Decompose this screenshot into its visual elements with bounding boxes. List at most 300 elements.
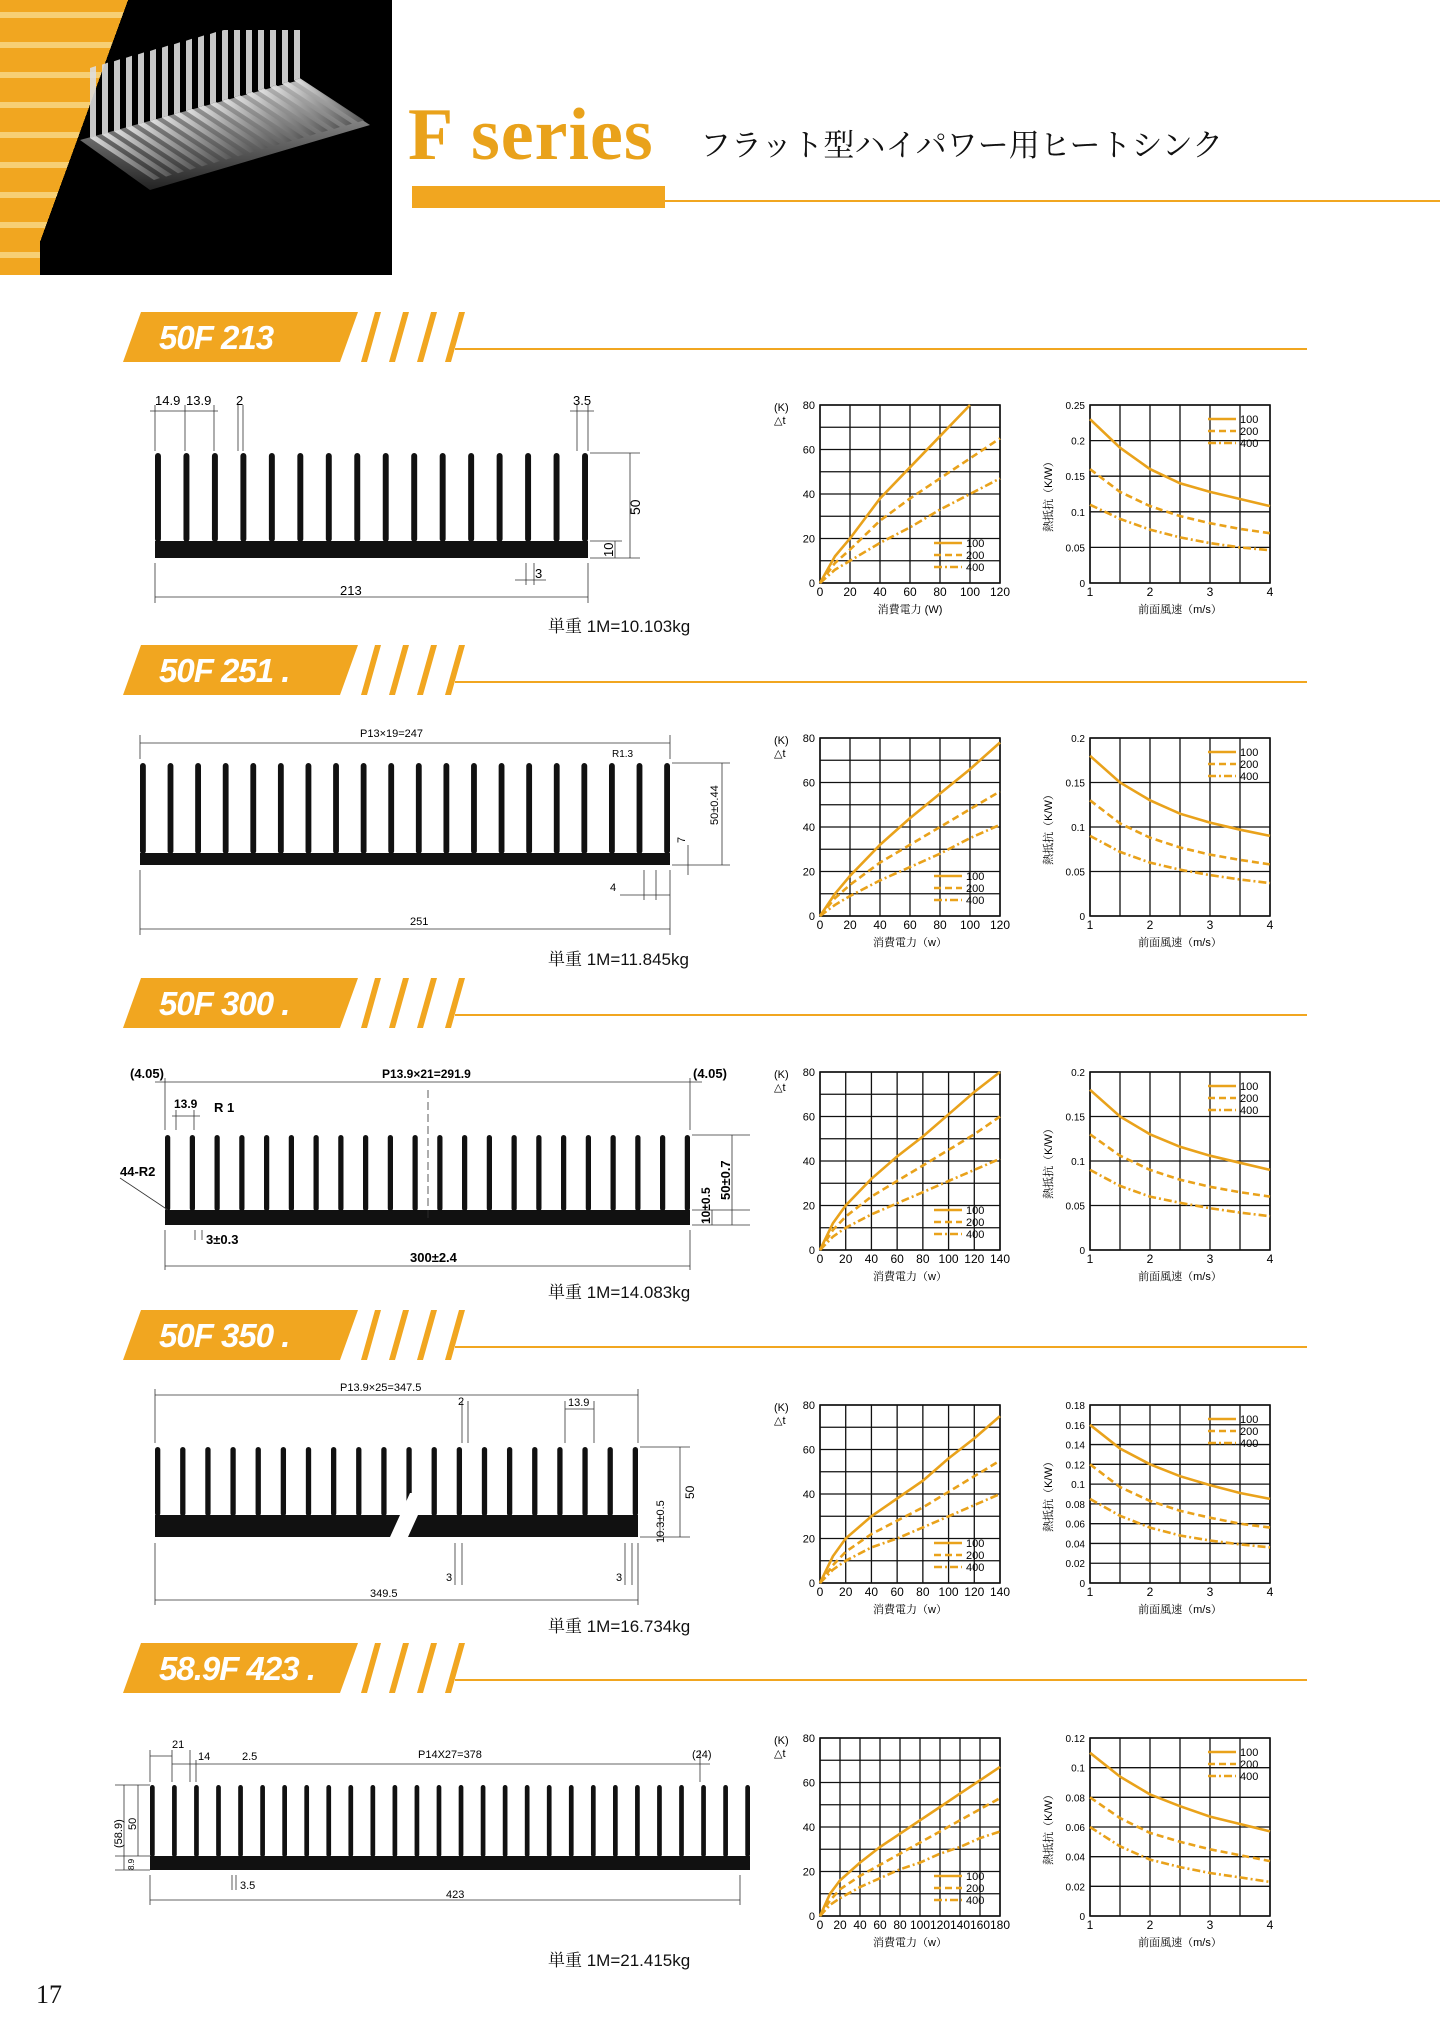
legend-label: 100: [1240, 1414, 1259, 1426]
x-tick-label: 120: [989, 585, 1010, 599]
dim-label: 10±0.5: [699, 1187, 713, 1224]
unit-weight: 単重 1M=16.734kg: [548, 1617, 691, 1636]
heatsink-fin: [459, 1785, 464, 1857]
legend-label: 400: [966, 1562, 985, 1574]
dim-label: 3.5: [573, 393, 592, 408]
heatsink-fin: [278, 763, 284, 854]
section-rule: [455, 1014, 1307, 1016]
thermal-resistance-chart: [1040, 1395, 1280, 1625]
x-tick-label: 160: [969, 1918, 991, 1932]
x-tick-label: 80: [933, 918, 947, 932]
y-axis-label: 熱抵抗（K/W）: [1043, 1123, 1055, 1199]
unit-weight: 単重 1M=14.083kg: [548, 1283, 691, 1302]
y-tick-label: 60: [802, 1111, 815, 1124]
section-title: 50F 350 .: [159, 1317, 290, 1354]
heatsink-fin: [635, 1135, 640, 1211]
heatsink-fin: [440, 453, 446, 542]
legend-label: 400: [1240, 1771, 1259, 1783]
heatsink-fin: [503, 1785, 508, 1857]
x-tick-label: 4: [1266, 1585, 1274, 1599]
profile-drawing-50f350: [110, 1375, 730, 1605]
x-axis-label: 前面風速（m/s）: [1138, 1271, 1222, 1283]
x-tick-label: 60: [890, 1585, 904, 1599]
heatsink-fin: [660, 1135, 665, 1211]
heatsink-fin: [240, 453, 246, 542]
series-title: F series: [408, 94, 654, 176]
x-tick-label: 40: [873, 918, 887, 932]
y-tick-label: 40: [802, 1822, 815, 1834]
dim-label: P14X27=378: [418, 1749, 482, 1761]
x-tick-label: 4: [1266, 1918, 1274, 1932]
legend-label: 100: [1240, 747, 1259, 759]
dim-label: 3: [535, 566, 543, 581]
dim-label: 50±0.44: [709, 785, 721, 825]
heatsink-fin: [462, 1135, 467, 1211]
heatsink-fin: [216, 1785, 221, 1857]
x-axis-label: 消費電力（w）: [873, 937, 947, 949]
section-title: 50F 251 .: [159, 652, 290, 689]
heatsink-fin: [370, 1785, 375, 1857]
heatsink-fin: [183, 453, 189, 542]
heatsink-fin: [581, 763, 587, 854]
heatsink-fin: [635, 1785, 640, 1857]
heatsink-fin: [499, 763, 505, 854]
legend-label: 400: [966, 895, 985, 907]
heatsink-fin: [393, 1785, 398, 1857]
x-tick-label: 3: [1206, 1252, 1214, 1266]
x-tick-label: 140: [949, 1918, 971, 1932]
heatsink-fin: [701, 1785, 706, 1857]
heatsink-fin: [611, 1135, 616, 1211]
heatsink-fin: [333, 763, 339, 854]
dim-label: 4: [610, 882, 617, 894]
y-tick-label: 0: [1079, 579, 1085, 590]
heatsink-fin: [215, 1135, 220, 1211]
y-tick-label: 0.1: [1071, 823, 1085, 834]
y-tick-label: 0: [808, 578, 815, 590]
heatsink-fin: [269, 453, 275, 542]
heatsink-fin: [443, 763, 449, 854]
y-tick-label: 60: [802, 1444, 815, 1457]
dim-label: 251: [410, 916, 429, 928]
x-tick-label: 120: [964, 1252, 985, 1266]
dim-label: 14: [198, 1751, 211, 1763]
heatsink-fin: [239, 1135, 244, 1211]
dim-label: 3: [616, 1572, 623, 1584]
y-tick-label: 0.02: [1065, 1559, 1085, 1571]
heatsink-fin: [497, 453, 503, 542]
heatsink-fin: [260, 1785, 265, 1857]
y-tick-label: 80: [802, 1400, 815, 1412]
x-tick-label: 4: [1266, 1252, 1274, 1266]
y-axis-label: △t: [774, 1748, 786, 1760]
x-tick-label: 20: [833, 1918, 847, 1932]
x-tick-label: 140: [989, 1585, 1010, 1599]
y-tick-label: 0: [1079, 1912, 1085, 1923]
heatsink-fin: [657, 1785, 662, 1857]
y-tick-label: 0.15: [1065, 778, 1085, 790]
dim-label: 10.3±0.5: [655, 1500, 667, 1543]
heatsink-fin: [582, 1447, 587, 1516]
x-tick-label: 80: [916, 1252, 930, 1266]
x-tick-label: 20: [843, 918, 857, 932]
series-subtitle: フラット型ハイパワー用ヒートシンク: [700, 128, 1224, 163]
heatsink-fin: [471, 763, 477, 854]
x-tick-label: 80: [916, 1585, 930, 1599]
y-axis-label: (K): [774, 1402, 789, 1414]
dim-label: (24): [692, 1749, 712, 1761]
dim-label: 349.5: [370, 1588, 398, 1600]
heatsink-fin: [356, 1447, 361, 1516]
legend-label: 100: [1240, 1747, 1259, 1759]
heatsink-fin: [297, 453, 303, 542]
heatsink-fin: [591, 1785, 596, 1857]
thermal-resistance-chart: [1040, 1062, 1280, 1292]
heatsink-fin: [289, 1135, 294, 1211]
y-tick-label: 0.05: [1065, 543, 1085, 555]
x-axis-label: 消費電力（w）: [873, 1271, 947, 1283]
heatsink-fin: [306, 1447, 311, 1516]
legend-label: 200: [966, 1217, 985, 1229]
y-tick-label: 0.2: [1071, 1068, 1085, 1079]
heatsink-fin: [165, 1135, 170, 1211]
dim-label: 3±0.3: [206, 1232, 239, 1247]
y-tick-label: 0.1: [1071, 1763, 1085, 1775]
heatsink-fin: [613, 1785, 618, 1857]
heatsink-fin: [354, 453, 360, 542]
heatsink-fin: [314, 1135, 319, 1211]
heatsink-fin: [561, 1135, 566, 1211]
section-banner: [123, 978, 353, 1028]
heatsink-fin: [437, 1135, 442, 1211]
heatsink-fin: [326, 1785, 331, 1857]
dim-label: 50: [683, 1485, 697, 1499]
y-tick-label: 0.06: [1065, 1823, 1085, 1834]
y-axis-label: (K): [774, 402, 789, 414]
legend-label: 400: [966, 562, 985, 574]
legend-label: 100: [1240, 414, 1259, 426]
heatsink-fin: [482, 1447, 487, 1516]
temperature-rise-chart: [770, 1728, 1010, 1958]
heatsink-fin: [363, 1135, 368, 1211]
x-tick-label: 40: [864, 1585, 879, 1599]
y-tick-label: 0: [808, 1578, 815, 1590]
x-tick-label: 2: [1146, 1918, 1154, 1932]
x-tick-label: 2: [1146, 918, 1154, 932]
heatsink-fin: [416, 763, 422, 854]
temperature-rise-chart: [770, 728, 1010, 958]
heatsink-fin: [150, 1785, 155, 1857]
unit-weight: 単重 1M=21.415kg: [548, 1951, 691, 1970]
heatsink-base: [165, 1210, 690, 1225]
header-rule: [665, 200, 1440, 202]
dim-label: 300±2.4: [410, 1250, 457, 1265]
heatsink-fin: [223, 763, 229, 854]
dim-label: 423: [446, 1889, 465, 1901]
heatsink-fin: [415, 1785, 420, 1857]
section-title: 58.9F 423 .: [159, 1650, 315, 1687]
y-tick-label: 40: [802, 822, 815, 834]
section-banner: [123, 645, 353, 695]
y-tick-label: 0: [808, 1911, 815, 1923]
x-tick-label: 1: [1086, 1585, 1094, 1599]
x-tick-label: 2: [1146, 585, 1154, 599]
dim-label: 50: [627, 499, 643, 515]
x-tick-label: 0: [816, 1918, 824, 1932]
heatsink-fin: [554, 763, 560, 854]
x-tick-label: 1: [1086, 918, 1094, 932]
heatsink-fin: [679, 1785, 684, 1857]
y-tick-label: 0.08: [1065, 1793, 1085, 1805]
heatsink-fin: [388, 1135, 393, 1211]
x-axis-label: 前面風速（m/s）: [1138, 1604, 1222, 1616]
y-tick-label: 0.15: [1065, 1112, 1085, 1124]
dim-label: (4.05): [693, 1066, 727, 1081]
x-tick-label: 120: [989, 918, 1010, 932]
heatsink-fin: [338, 1135, 343, 1211]
heatsink-fin: [190, 1135, 195, 1211]
heatsink-fin: [507, 1447, 512, 1516]
section-banner: [123, 312, 353, 362]
heatsink-fin: [586, 1135, 591, 1211]
dim-label: P13.9×21=291.9: [382, 1067, 471, 1081]
y-tick-label: 40: [802, 1156, 815, 1168]
x-tick-label: 100: [959, 918, 981, 932]
unit-weight: 単重 1M=11.845kg: [548, 950, 689, 969]
heatsink-fin: [608, 1447, 613, 1516]
x-tick-label: 20: [839, 1252, 853, 1266]
heatsink-fin: [205, 1447, 210, 1516]
x-tick-label: 3: [1206, 1585, 1214, 1599]
x-tick-label: 60: [890, 1252, 904, 1266]
dim-label: 3: [446, 1572, 453, 1584]
x-tick-label: 2: [1146, 1252, 1154, 1266]
x-tick-label: 0: [816, 585, 824, 599]
profile-drawing-50f213: [110, 385, 670, 605]
heatsink-base: [140, 853, 670, 865]
x-tick-label: 20: [839, 1585, 853, 1599]
legend-label: 100: [966, 1538, 985, 1550]
y-tick-label: 60: [802, 1777, 815, 1790]
y-axis-label: △t: [774, 748, 786, 760]
heatsink-fin: [525, 453, 531, 542]
y-axis-label: (K): [774, 735, 789, 747]
x-tick-label: 100: [938, 1252, 959, 1266]
heatsink-fin: [664, 763, 670, 854]
heatsink-fin: [468, 453, 474, 542]
heatsink-fin: [512, 1135, 517, 1211]
heatsink-fin: [361, 763, 367, 854]
x-axis-label: 消費電力（w）: [873, 1604, 947, 1616]
x-axis-label: 消費電力 (W): [877, 604, 943, 616]
x-tick-label: 60: [873, 1918, 887, 1932]
unit-weight: 単重 1M=10.103kg: [548, 617, 691, 636]
x-axis-label: 消費電力（w）: [873, 1937, 947, 1949]
dim-label: 21: [172, 1739, 185, 1751]
heatsink-fin: [554, 453, 560, 542]
x-tick-label: 120: [964, 1585, 985, 1599]
heatsink-fin: [331, 1447, 336, 1516]
legend-label: 200: [1240, 1426, 1259, 1438]
y-tick-label: 0: [1079, 912, 1085, 923]
dim-label: 44-R2: [120, 1164, 156, 1179]
y-axis-label: 熱抵抗（K/W）: [1043, 1789, 1055, 1865]
y-tick-label: 20: [802, 533, 815, 546]
x-tick-label: 40: [853, 1918, 867, 1932]
heatsink-fin: [304, 1785, 309, 1857]
y-tick-label: 0.02: [1065, 1882, 1085, 1894]
section-banner: [123, 1310, 353, 1360]
y-tick-label: 0.06: [1065, 1519, 1085, 1531]
legend-label: 200: [1240, 1759, 1259, 1771]
section-title: 50F 300 .: [159, 985, 290, 1022]
heatsink-fin: [536, 1135, 541, 1211]
x-tick-label: 100: [938, 1585, 959, 1599]
dim-label: P13.9×25=347.5: [340, 1382, 422, 1394]
x-tick-label: 80: [893, 1918, 907, 1932]
heatsink-fin: [481, 1785, 486, 1857]
heatsink-fin: [569, 1785, 574, 1857]
series-underline: [412, 186, 665, 208]
y-tick-label: 40: [802, 489, 815, 501]
dim-label: 213: [340, 583, 362, 598]
temperature-rise-chart: [770, 395, 1010, 625]
y-tick-label: 0.16: [1065, 1420, 1085, 1432]
heatsink-fin: [437, 1785, 442, 1857]
y-tick-label: 80: [802, 400, 815, 412]
heatsink-fin: [212, 453, 218, 542]
legend-label: 100: [966, 871, 985, 883]
heatsink-fin: [745, 1785, 750, 1857]
profile-drawing-50f300: [110, 1060, 750, 1290]
x-tick-label: 2: [1146, 1585, 1154, 1599]
x-tick-label: 0: [816, 1252, 824, 1266]
legend-label: 100: [966, 538, 985, 550]
heatsink-fin: [306, 763, 312, 854]
x-tick-label: 20: [843, 585, 857, 599]
page-number: 17: [36, 1980, 62, 2009]
heatsink-fin: [238, 1785, 243, 1857]
y-axis-label: 熱抵抗（K/W）: [1043, 789, 1055, 865]
y-tick-label: 0.25: [1065, 401, 1085, 412]
x-tick-label: 60: [903, 585, 917, 599]
x-tick-label: 120: [929, 1918, 951, 1932]
heatsink-base: [150, 1856, 750, 1870]
legend-label: 200: [966, 550, 985, 562]
legend-label: 200: [966, 1550, 985, 1562]
heatsink-fin: [348, 1785, 353, 1857]
x-tick-label: 180: [989, 1918, 1010, 1932]
x-tick-label: 4: [1266, 585, 1274, 599]
legend-label: 400: [1240, 1105, 1259, 1117]
y-tick-label: 20: [802, 866, 815, 879]
y-tick-label: 0.1: [1071, 507, 1085, 519]
y-axis-label: 熱抵抗（K/W）: [1043, 1456, 1055, 1532]
dim-label: 14.9: [155, 393, 181, 408]
heatsink-fin: [557, 1447, 562, 1516]
y-tick-label: 0.05: [1065, 1201, 1085, 1213]
dim-label: R1.3: [612, 749, 634, 760]
heatsink-fin: [525, 1785, 530, 1857]
y-axis-label: △t: [774, 1082, 786, 1094]
y-tick-label: 60: [802, 777, 815, 790]
heatsink-fin: [194, 1785, 199, 1857]
heatsink-fin: [264, 1135, 269, 1211]
dim-label: 8.9: [127, 1858, 136, 1870]
x-tick-label: 100: [959, 585, 981, 599]
y-tick-label: 0.05: [1065, 867, 1085, 879]
section-rule: [455, 681, 1307, 683]
heatsink-fin: [250, 763, 256, 854]
x-tick-label: 0: [816, 918, 824, 932]
hero-image: [0, 0, 392, 275]
heatsink-fin: [685, 1135, 690, 1211]
y-axis-label: 熱抵抗（K/W）: [1043, 456, 1055, 532]
heatsink-photo: [70, 30, 390, 260]
heatsink-fin: [281, 1447, 286, 1516]
y-tick-label: 0: [1079, 1579, 1085, 1590]
heatsink-fin: [172, 1785, 177, 1857]
legend-label: 400: [1240, 438, 1259, 450]
legend-label: 400: [966, 1895, 985, 1907]
heatsink-fin: [140, 763, 146, 854]
heatsink-fin: [256, 1447, 261, 1516]
heatsink-fin: [457, 1447, 462, 1516]
dim-label: 50±0.7: [718, 1160, 733, 1200]
x-tick-label: 1: [1086, 585, 1094, 599]
thermal-resistance-chart: [1040, 728, 1280, 958]
x-tick-label: 140: [989, 1252, 1010, 1266]
y-tick-label: 80: [802, 733, 815, 745]
heatsink-fin: [326, 453, 332, 542]
temperature-rise-chart: [770, 1395, 1010, 1625]
x-tick-label: 1: [1086, 1252, 1094, 1266]
x-tick-label: 40: [873, 585, 887, 599]
section-rule: [455, 1679, 1307, 1681]
heatsink-fin: [723, 1785, 728, 1857]
dim-label: 2: [458, 1396, 465, 1408]
dim-label: 7: [676, 836, 688, 843]
y-tick-label: 0.12: [1065, 1460, 1085, 1472]
y-tick-label: 0.14: [1065, 1440, 1085, 1452]
dim-label: 2: [236, 393, 244, 408]
heatsink-fin: [526, 763, 532, 854]
heatsink-fin: [637, 763, 643, 854]
heatsink-fin: [168, 763, 174, 854]
heatsink-fin: [180, 1447, 185, 1516]
x-tick-label: 4: [1266, 918, 1274, 932]
legend-label: 200: [1240, 1093, 1259, 1105]
thermal-resistance-chart: [1040, 1728, 1280, 1958]
x-tick-label: 3: [1206, 918, 1214, 932]
legend-label: 100: [966, 1205, 985, 1217]
profile-drawing-58-9f423: [110, 1730, 750, 1910]
x-tick-label: 3: [1206, 1918, 1214, 1932]
y-tick-label: 20: [802, 1200, 815, 1213]
heatsink-fin: [282, 1785, 287, 1857]
heatsink-fin: [582, 453, 588, 542]
heatsink-fin: [432, 1447, 437, 1516]
dim-label: R 1: [214, 1100, 235, 1115]
legend-label: 400: [966, 1229, 985, 1241]
dim-label: (58.9): [113, 1819, 125, 1848]
dim-label: P13×19=247: [360, 728, 424, 740]
temperature-rise-chart: [770, 1062, 1010, 1292]
y-tick-label: 0.2: [1071, 436, 1085, 448]
thermal-resistance-chart: [1040, 395, 1280, 625]
section-rule: [455, 348, 1307, 350]
legend-label: 400: [1240, 1438, 1259, 1450]
